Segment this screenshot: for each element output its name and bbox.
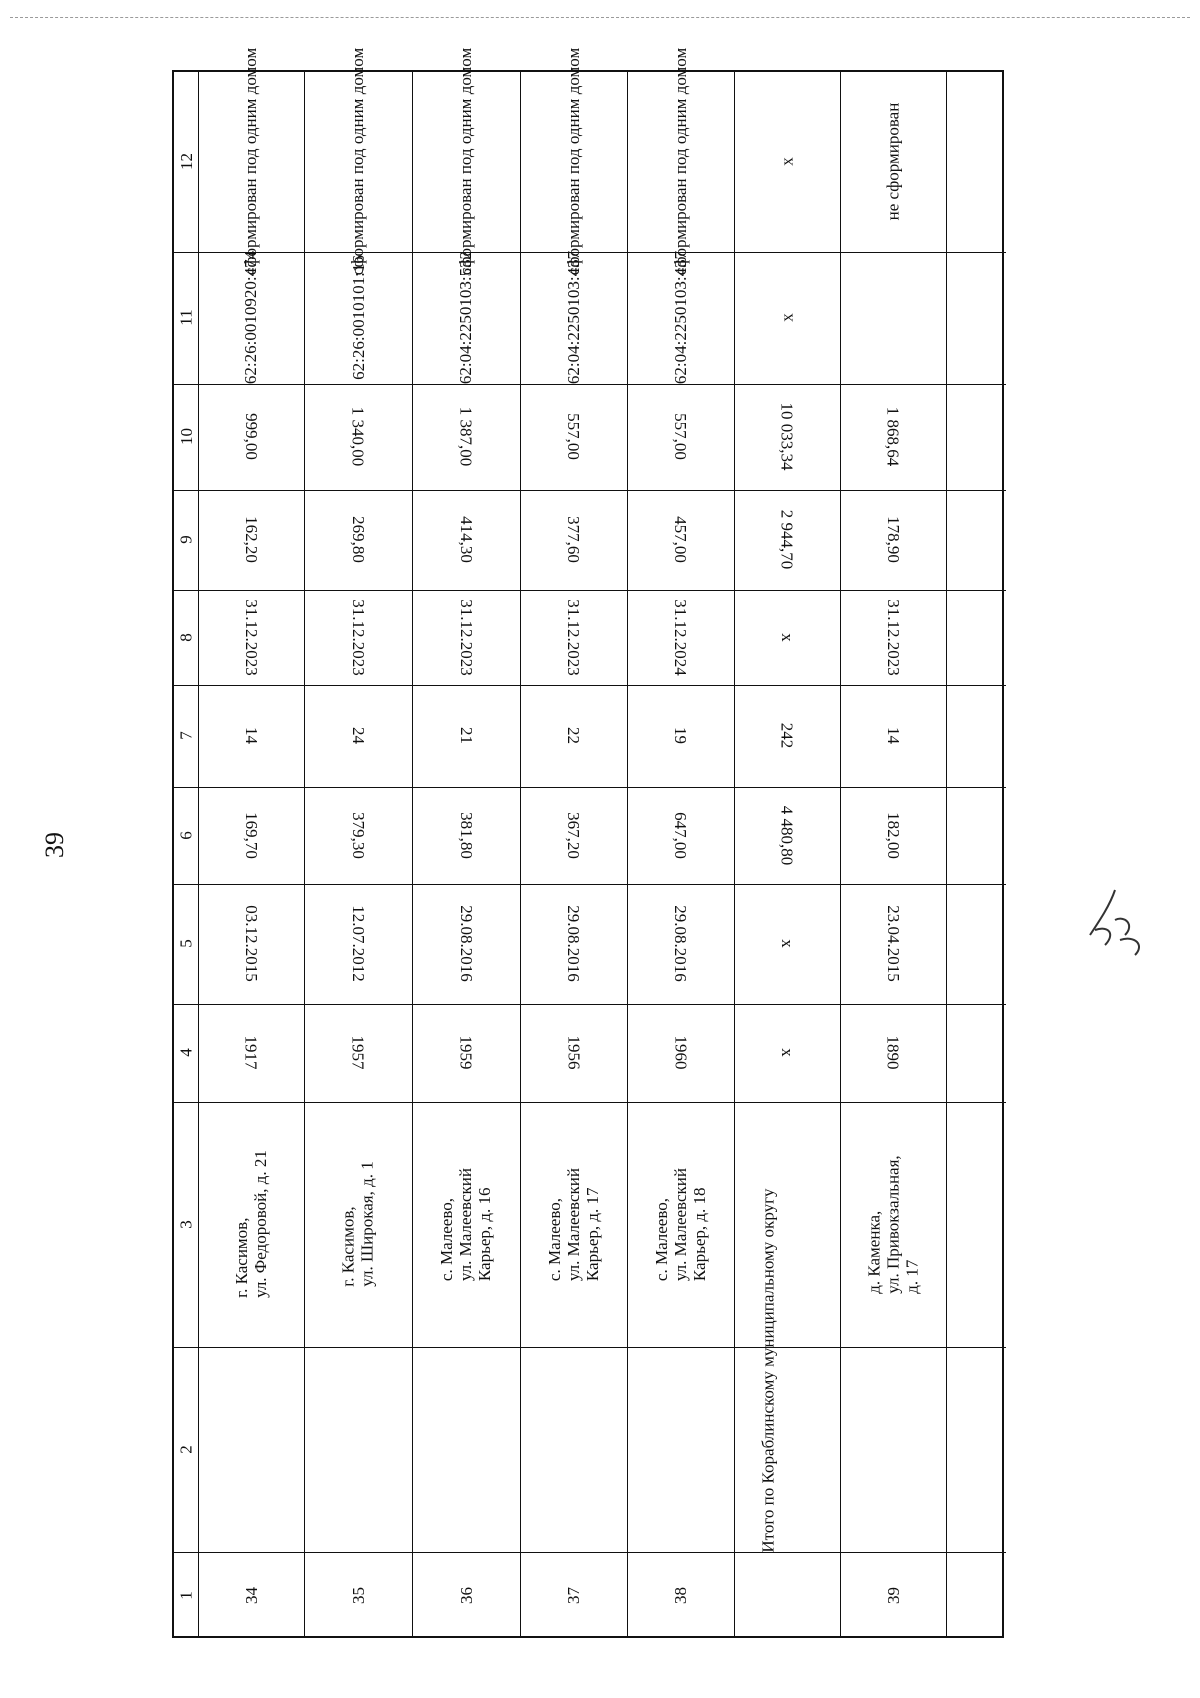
cell-area — [414, 787, 518, 884]
cell-area-text: 647,00 — [671, 812, 691, 859]
cell-v10 — [842, 384, 944, 490]
cell-count — [842, 685, 944, 787]
row-separator — [304, 72, 305, 1636]
cell-date2 — [200, 590, 302, 685]
cell-v9-text: 457,00 — [671, 516, 691, 564]
cell-year-text: 1956 — [564, 1036, 584, 1070]
cell-address — [414, 1102, 518, 1347]
cell-date2-text: 31.12.2023 — [883, 599, 903, 676]
cell-count-text: 21 — [456, 727, 476, 745]
cell-date2-text: x — [777, 633, 797, 642]
cell-date2 — [842, 590, 944, 685]
cell-v10-text: 557,00 — [564, 413, 584, 461]
cell-n — [629, 1552, 732, 1640]
row-separator — [946, 72, 947, 1636]
cell-status — [522, 48, 625, 276]
cell-v10 — [522, 384, 625, 490]
cell-n — [200, 1552, 302, 1640]
cell-year — [734, 1004, 840, 1102]
cell-address — [522, 1102, 625, 1347]
cell-status-text: сформирован под одним домом — [456, 48, 476, 276]
row-separator — [198, 72, 199, 1636]
cell-v9 — [200, 490, 302, 590]
cell-status-text: сформирован под одним домом — [670, 48, 690, 276]
cell-address-text: с. Малеево, ул. Малеевский Карьер, д. 16 — [437, 1167, 495, 1282]
column-number-12-text: 12 — [176, 153, 196, 171]
cell-n-text: 36 — [456, 1587, 476, 1605]
cell-year — [200, 1004, 302, 1102]
cell-date1 — [414, 884, 518, 1004]
cell-v9 — [414, 490, 518, 590]
cell-area — [522, 787, 625, 884]
cell-v9 — [306, 490, 410, 590]
column-number-12 — [174, 72, 198, 252]
column-number-6-text: 6 — [176, 831, 196, 840]
cell-cad-text: 62:04:2250103:437 — [563, 251, 583, 385]
column-number-5 — [174, 884, 198, 1004]
column-number-8-text: 8 — [176, 633, 196, 642]
cell-status-text: сформирован под одним домом — [348, 48, 368, 276]
cell-v9-text: 162,20 — [241, 516, 261, 564]
cell-year-text: 1959 — [456, 1036, 476, 1070]
cell-date2 — [414, 590, 518, 685]
cell-date2-text: 31.12.2023 — [241, 599, 261, 676]
cell-v10 — [734, 384, 840, 490]
cell-status — [200, 48, 302, 276]
cell-count-text: 22 — [564, 727, 584, 745]
cell-address — [306, 1102, 410, 1347]
cell-area-text: 169,70 — [241, 812, 261, 859]
column-number-1 — [174, 1552, 198, 1640]
cell-cad-text: x — [777, 313, 797, 323]
cell-address — [842, 1102, 944, 1347]
cell-count-text: 24 — [348, 727, 368, 745]
cell-count — [522, 685, 625, 787]
cell-v9 — [522, 490, 625, 590]
column-number-9 — [174, 490, 198, 590]
cell-status-text: не сформирован — [883, 103, 903, 221]
signature-mark — [1085, 880, 1155, 970]
cell-status-text: x — [777, 157, 797, 167]
cell-date2-text: 31.12.2023 — [348, 599, 368, 676]
column-number-10 — [174, 384, 198, 490]
cell-status-text: сформирован под одним домом — [563, 48, 583, 276]
cell-date2-text: 31.12.2024 — [671, 599, 691, 676]
cell-count — [414, 685, 518, 787]
cell-area — [734, 787, 840, 884]
cell-count — [200, 685, 302, 787]
cell-area-text: 381,80 — [456, 812, 476, 859]
cell-count — [734, 685, 840, 787]
column-number-6 — [174, 787, 198, 884]
cell-v9-text: 178,90 — [883, 516, 903, 564]
cell-area-text: 182,00 — [883, 812, 903, 859]
cell-date1-text: 29.08.2016 — [671, 905, 691, 983]
cell-cad — [734, 252, 840, 384]
cell-address-text: г. Касимов, ул. Широкая, д. 1 — [338, 1161, 377, 1288]
cell-count-text: 242 — [777, 723, 797, 749]
cell-year-text: x — [777, 1048, 797, 1058]
cell-address-text: д. Каменка, ул. Привокзальная, д. 17 — [864, 1155, 922, 1294]
cell-v10-text: 999,00 — [241, 413, 261, 461]
cell-n-text: 39 — [883, 1587, 903, 1605]
total-label-text: Итого по Кораблинскому муниципальному округу — [758, 1188, 778, 1554]
cell-date2-text: 31.12.2023 — [564, 599, 584, 676]
column-number-8 — [174, 590, 198, 685]
cell-area — [306, 787, 410, 884]
cell-year — [629, 1004, 732, 1102]
cell-n — [306, 1552, 410, 1640]
cell-area-text: 367,20 — [564, 812, 584, 859]
total-label — [738, 1102, 798, 1640]
cell-v10 — [414, 384, 518, 490]
cell-area-text: 379,30 — [348, 812, 368, 859]
cell-v9-text: 414,30 — [456, 516, 476, 564]
cell-v10 — [306, 384, 410, 490]
column-number-1-text: 1 — [176, 1591, 196, 1601]
cell-date1 — [842, 884, 944, 1004]
cell-n-text: 35 — [348, 1587, 368, 1605]
cell-status — [414, 48, 518, 276]
cell-cad-text: 62:26:0010920:474 — [241, 251, 261, 385]
column-number-2-text: 2 — [176, 1445, 196, 1454]
column-number-3 — [174, 1102, 198, 1347]
cell-date2 — [522, 590, 625, 685]
cell-n — [522, 1552, 625, 1640]
cell-v10-text: 557,00 — [671, 413, 691, 461]
cell-year-text: 1960 — [671, 1036, 691, 1070]
column-number-4-text: 4 — [176, 1048, 196, 1058]
cell-year — [414, 1004, 518, 1102]
cell-date1 — [734, 884, 840, 1004]
cell-v10-text: 1 387,00 — [456, 407, 476, 467]
cell-year — [522, 1004, 625, 1102]
cell-year-text: 1890 — [883, 1036, 903, 1070]
cell-status-text: сформирован под одним домом — [241, 48, 261, 276]
cell-date1-text: 03.12.2015 — [241, 905, 261, 983]
cell-date2 — [629, 590, 732, 685]
cell-area — [629, 787, 732, 884]
column-number-10-text: 10 — [176, 428, 196, 446]
cell-date1 — [629, 884, 732, 1004]
cell-v10 — [200, 384, 302, 490]
column-number-7-text: 7 — [176, 731, 196, 741]
cell-count-text: 19 — [671, 727, 691, 745]
cell-address-text: с. Малеево, ул. Малеевский Карьер, д. 18 — [651, 1167, 710, 1282]
cell-n-text: 37 — [563, 1587, 583, 1605]
cell-date1-text: 12.07.2012 — [348, 905, 368, 983]
cell-cad-text: 62:04:2250103:532 — [456, 251, 476, 385]
cell-v10-text: 1 868,64 — [883, 407, 903, 467]
cell-v9 — [629, 490, 732, 590]
cell-cad-text: 62:04:2250103:437 — [670, 251, 690, 385]
cell-address — [200, 1102, 302, 1347]
cell-area-text: 4 480,80 — [777, 805, 797, 866]
cell-area — [200, 787, 302, 884]
cell-v9 — [734, 490, 840, 590]
row-separator — [412, 72, 413, 1636]
cell-address-text: г. Касимов, ул. Федоровой, д. 21 — [231, 1150, 271, 1299]
cell-v9-text: 377,60 — [564, 516, 584, 564]
scan-edge-line — [10, 17, 1190, 18]
cell-status — [306, 48, 410, 276]
cell-n-text: 34 — [241, 1587, 261, 1605]
column-number-11 — [174, 252, 198, 384]
cell-count — [306, 685, 410, 787]
row-separator — [840, 72, 841, 1636]
cell-date1 — [306, 884, 410, 1004]
cell-status — [734, 72, 840, 252]
cell-date2 — [306, 590, 410, 685]
cell-address — [629, 1102, 732, 1347]
data-table — [172, 48, 1004, 1638]
cell-v10-text: 10 033,34 — [777, 403, 797, 471]
cell-date2 — [734, 590, 840, 685]
column-separator — [174, 1347, 1006, 1348]
column-number-9-text: 9 — [176, 535, 196, 545]
cell-date1-text: 29.08.2016 — [456, 905, 476, 983]
cell-date2-text: 31.12.2023 — [456, 599, 476, 676]
cell-count — [629, 685, 732, 787]
cell-address-text: с. Малеево, ул. Малеевский Карьер, д. 17 — [544, 1167, 603, 1282]
cell-count-text: 14 — [241, 727, 261, 745]
row-separator — [627, 72, 628, 1636]
cell-v9 — [842, 490, 944, 590]
column-number-7 — [174, 685, 198, 787]
cell-v10 — [629, 384, 732, 490]
cell-cad-text: 62:26:0010101:16 — [348, 255, 368, 381]
cell-year — [842, 1004, 944, 1102]
column-number-2 — [174, 1347, 198, 1552]
cell-status — [629, 48, 732, 276]
cell-date1-text: 23.04.2015 — [883, 905, 903, 983]
cell-v10-text: 1 340,00 — [348, 407, 368, 467]
cell-n — [842, 1552, 944, 1640]
cell-n-text: 38 — [670, 1587, 690, 1605]
cell-v9-text: 269,80 — [348, 516, 368, 564]
cell-status — [842, 72, 944, 252]
column-number-5-text: 5 — [176, 939, 196, 949]
row-separator — [520, 72, 521, 1636]
page-number: 39 — [40, 832, 69, 858]
cell-date1-text: x — [777, 939, 797, 949]
cell-date1-text: 29.08.2016 — [564, 905, 584, 983]
column-number-4 — [174, 1004, 198, 1102]
cell-date1 — [200, 884, 302, 1004]
cell-count-text: 14 — [883, 727, 903, 745]
cell-year-text: 1917 — [241, 1036, 261, 1070]
cell-year — [306, 1004, 410, 1102]
cell-year-text: 1957 — [348, 1036, 368, 1070]
cell-n — [414, 1552, 518, 1640]
cell-date1 — [522, 884, 625, 1004]
column-number-11-text: 11 — [176, 309, 196, 327]
cell-area — [842, 787, 944, 884]
cell-v9-text: 2 944,70 — [777, 510, 797, 570]
column-number-3-text: 3 — [176, 1220, 196, 1229]
